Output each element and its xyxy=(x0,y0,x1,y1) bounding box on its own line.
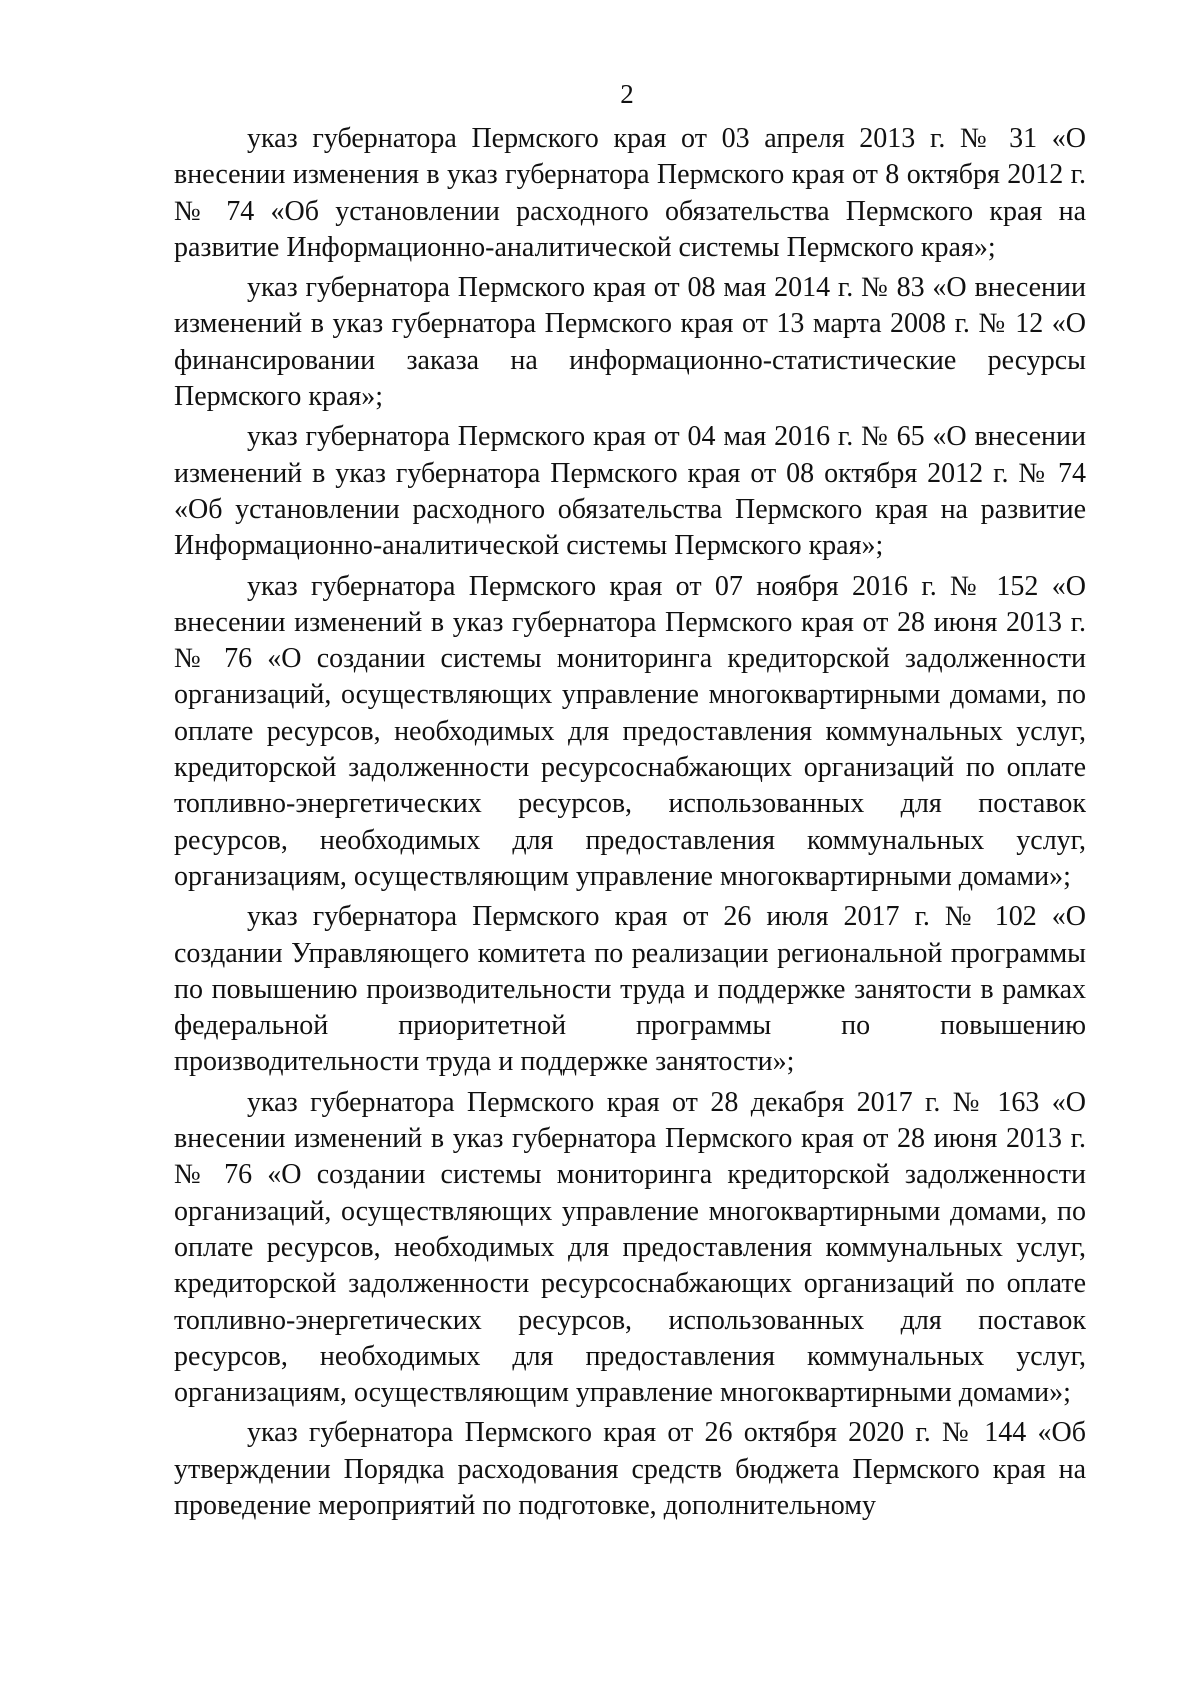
decree-paragraph-5: указ губернатора Пермского края от 26 июля 2017 г. № 102 «О создании Управляющего комитета по реализации региональной программы по повышению производительности труда и поддержке занятости в рамках федеральной приоритетной программы по повышению производительности труда и поддержке занятости»; xyxy=(174,901,1086,1078)
page-number: 2 xyxy=(620,79,634,109)
decree-paragraph-7: указ губернатора Пермского края от 26 октября 2020 г. № 144 «Об утверждении Порядка расходования средств бюджета Пермского края на проведение мероприятий по подготовке, дополнительному xyxy=(174,1417,1086,1521)
decree-paragraph-3: указ губернатора Пермского края от 04 мая 2016 г. № 65 «О внесении изменений в указ губернатора Пермского края от 08 октября 2012 г. № 74 «Об установлении расходного обязательства Пермского края на развитие Информационно-аналитической системы Пермского края»; xyxy=(174,421,1086,562)
decree-paragraph-6: указ губернатора Пермского края от 28 декабря 2017 г. № 163 «О внесении изменений в указ губернатора Пермского края от 28 июня 2013 г. № 76 «О создании системы мониторинга кредиторской задолженности организаций, осуществляющих управление многоквартирными домами, по оплате ресурсов, необходимых для предоставления коммунальных услуг, кредиторской задолженности ресурсоснабжающих организаций по оплате топливно-энергетических ресурсов, использованных для поставок ресурсов, необходимых для предоставления коммунальных услуг, организациям, осуществляющим управление многоквартирными домами»; xyxy=(174,1086,1086,1409)
document-body xyxy=(174,121,1086,1528)
decree-paragraph-2: указ губернатора Пермского края от 08 мая 2014 г. № 83 «О внесении изменений в указ губернатора Пермского края от 13 марта 2008 г. № 12 «О финансировании заказа на информационно-статистические ресурсы Пермского края»; xyxy=(174,272,1086,413)
decree-paragraph-4: указ губернатора Пермского края от 07 ноября 2016 г. № 152 «О внесении изменений в указ губернатора Пермского края от 28 июня 2013 г. № 76 «О создании системы мониторинга кредиторской задолженности организаций, осуществляющих управление многоквартирными домами, по оплате ресурсов, необходимых для предоставления коммунальных услуг, кредиторской задолженности ресурсоснабжающих организаций по оплате топливно-энергетических ресурсов, использованных для поставок ресурсов, необходимых для предоставления коммунальных услуг, организациям, осуществляющим управление многоквартирными домами»; xyxy=(174,570,1086,892)
decree-paragraph-1: указ губернатора Пермского края от 03 апреля 2013 г. № 31 «О внесении изменения в указ губернатора Пермского края от 8 октября 2012 г. № 74 «Об установлении расходного обязательства Пермского края на развитие Информационно-аналитической системы Пермского края»; xyxy=(174,123,1086,263)
